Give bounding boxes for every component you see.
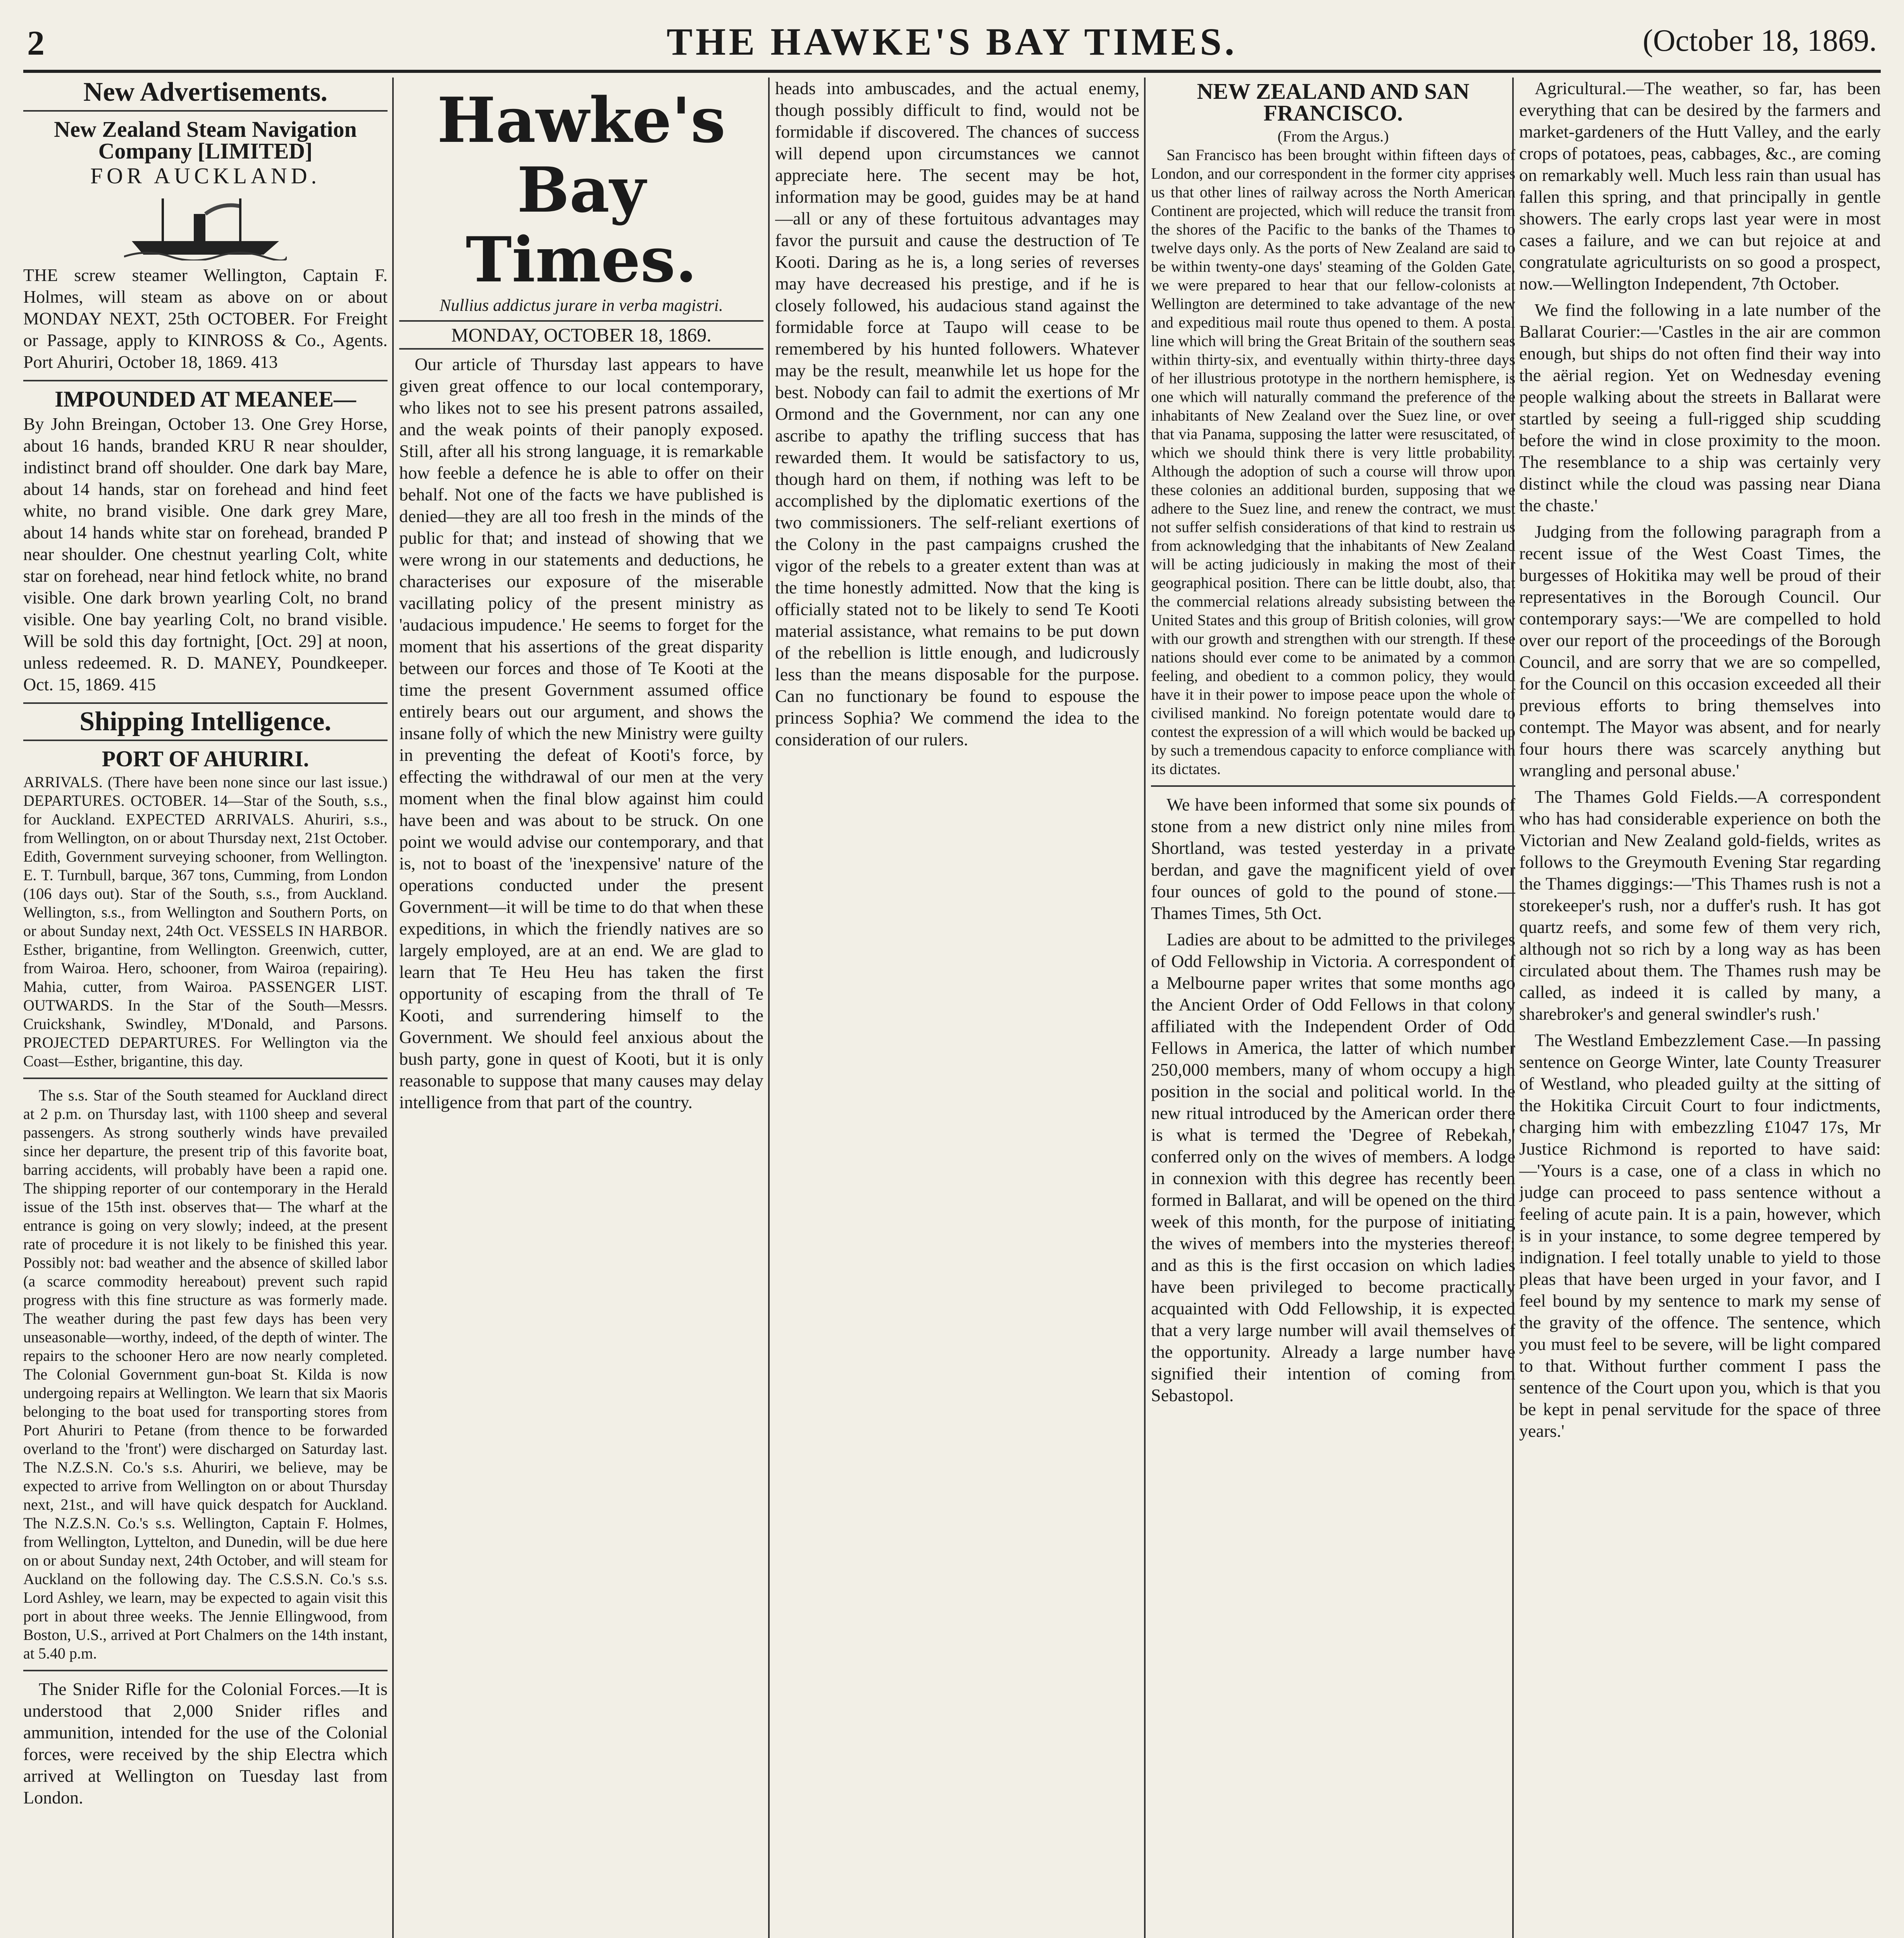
column-rule <box>392 78 394 1938</box>
thames-goldfields-article: The Thames Gold Fields.—A correspondent who has had considerable experience on both the Victorian and New Zealand gold-fields, writes as follows to the Greymouth Evening Star regarding the Thames diggings:—'This Thames rush is not a storekeeper's rush, nor a duffer's rush. It has got quartz reefs, and some few of them very rich, although not so rich by a long way as has been circulated about them. The Thames rush may be called, as indeed it is called by many, a sharebroker's and general swindler's rush.' <box>1519 787 1881 1024</box>
ballarat-article: We find the following in a late number of the Ballarat Courier:—'Castles in the air are common enough, but ships do not often find their way into the aërial region. Yet on Wednesday evening people walking about the streets in Ballarat were startled by seeing a full-rigged ship scudding before the wind in close proximity to the moon. The resemblance to a ship was certainly very distinct while the cloud was passing near Diana the chaste.' <box>1519 300 1881 515</box>
for-auckland-heading: FOR AUCKLAND. <box>90 163 321 188</box>
motto: Nullius addictus jurare in verba magistri. <box>439 296 723 315</box>
snider-rifle-article: The Snider Rifle for the Colonial Forces.—It is understood that 2,000 Snider rifles and ammunition, intended for the use of the Colonial forces, were received by the ship Electra which arrived at Wellington on Tuesday last from London. <box>23 1679 388 1807</box>
column-rule <box>768 78 770 1938</box>
steamer-ship-icon <box>124 191 287 260</box>
port-heading: PORT OF AHURIRI. <box>102 746 309 771</box>
divider <box>23 702 388 704</box>
divider <box>23 1670 388 1671</box>
divider <box>23 740 388 741</box>
new-advertisements-heading: New Advertisements. <box>83 78 327 107</box>
column-1 <box>23 78 388 1938</box>
editorial-text: Our article of Thursday last appears to have given great offence to our local contemporary, who likes not to see his present patrons assailed, and the weak points of their panoply exposed. Still, after all his strong language, it is remarkable how feeble a defence he is able to offer on their behalf. Not one of the facts we have published is denied—they are all too fresh in the minds of the public for that; and instead of showing that we were wrong in our statements and deductions, he characterises our exposure of the miserable vacillating policy of the present ministry as 'audacious impudence.' He seems to forget for the moment that his assertions of the great disparity between our forces and those of Te Kooti at the time the present Government assumed office entirely bears out our argument, and shows the insane folly of which the new Ministry were guilty in preventing the defeat of Kooti's force, by effecting the withdrawal of our men at the very moment when the final blow against him could have been and was about to be struck. On one point we would advise our contemporary, and that is, not to boast of the 'inexpensive' nature of the operations conducted under the present Government—it will be time to do that when these expeditions, in which the friendly natives are so largely employed, are at an end. We are glad to learn that Te Heu Heu has taken the first opportunity of escaping from the thrall of Te Kooti, and surrendering himself to the Government. We should feel anxious about the bush party, gone in quest of Kooti, but it is only reasonable to suppose that many causes may delay intelligence from that part of the country. <box>399 354 763 1112</box>
odd-fellows-article: Ladies are about to be admitted to the privileges of Odd Fellowship in Victoria. A correspondent of a Melbourne paper writes that some months ago the Ancient Order of Odd Fellows in that colony affiliated with the Independent Order of Odd Fellows in America, the latter of which number 250,000 members, many of whom occupy a high position in the social and political world. In the new ritual introduced by the American order there is what is termed the 'Degree of Rebekah,' conferred only on the wives of members. A lodge in connexion with this degree has recently been formed in Ballarat, and will be opened on the third week of this month, for the purpose of initiating the wives of members into the mysteries thereof; and as this is the first occasion on which ladies have been privileged to become practically acquainted with Odd Fellowship, it is expected that a very large number will avail themselves of the opportunity. Already a large number have signified their intention of coming from Sebastopol. <box>1151 929 1515 1405</box>
column-rule <box>1144 78 1146 1938</box>
nz-sf-article: San Francisco has been brought within fifteen days of London, and our correspondent in the former city apprises us that other lines of railway across the North American Continent are projected, which will reduce the transit from the shores of the Pacific to the banks of the Thames to twelve days only. As the ports of New Zealand are said to be within twenty-one days' steaming of the Golden Gate, we were prepared to hear that our fellow-colonists at Wellington are determined to take advantage of the new and expeditious mail route thus opened to them. A postal line which will bring the Great Britain of the southern seas within thirty-six, and eventually within thirty-three days of her illustrious prototype in the northern hemisphere, is one which will naturally command the preference of the inhabitants of New Zealand over the Suez line, or over that via Panama, supposing the latter were resuscitated, of which we should think there is very little probability. Although the adoption of such a course will throw upon these colonies an additional burden, supposing that we adhere to the Suez line, and renew the contract, we must not suffer selfish considerations of that kind to restrain us from acknowledging that the inhabitants of New Zealand will be acting judiciously in making the most of their geographical position. There can be little doubt, also, that the commercial relations already subsisting between the United States and this group of British colonies, will grow with our growth and strengthen with our strength. If these nations should ever come to be animated by a common feeling, and obedient to a common policy, they would have it in their power to impose peace upon the whole of civilised mankind. No foreign potentate would dare to contest the expression of a will which would be backed up by such a tremendous capacity to enforce compliance with its dictates. <box>1151 146 1515 778</box>
impounded-heading: IMPOUNDED AT MEANEE— <box>55 386 356 412</box>
nz-sf-heading: NEW ZEALAND AND SAN FRANCISCO. <box>1197 79 1470 126</box>
column-4 <box>1151 78 1515 1938</box>
divider <box>1151 785 1515 787</box>
divider <box>23 380 388 381</box>
agricultural-article: Agricultural.—The weather, so far, has been everything that can be desired by the farmers and market-gardeners of the Hutt Valley, and the early crops of potatoes, peas, cabbages, &c., are coming on remarkably well. Much less rain than usual has fallen this spring, and that principally in gentle showers. The early crops last year were in most cases a failure, and we can but rejoice at and congratulate agriculturists on so good a prospect, now.—Wellington Independent, 7th October. <box>1519 78 1881 293</box>
hokitika-article: Judging from the following paragraph from a recent issue of the West Coast Times, the burgesses of Hokitika may well be proud of their representatives in the Borough Council. Our contemporary says:—'We are compelled to hold over our report of the proceedings of the Borough Council, and are sorry that we are so compelled, for the Council on this occasion exceeded all their previous efforts to bring themselves into contempt. The Mayor was absent, and for nearly four hours there was scarcely anything but wrangling and personal abuse.' <box>1519 522 1881 780</box>
paper-name: THE HAWKE'S BAY TIMES. <box>667 20 1237 63</box>
divider <box>23 110 388 112</box>
column-5 <box>1519 78 1881 1938</box>
column-2 <box>399 78 763 1938</box>
steamer-notice: THE screw steamer Wellington, Captain F. Holmes, will steam as above on or about MONDAY NEXT, 25th OCTOBER. For Freight or Passage, apply to KINROSS & Co., Agents. Port Ahuriri, October 18, 1869. 413 <box>23 265 388 372</box>
westland-embezzlement-article: The Westland Embezzlement Case.—In passing sentence on George Winter, late County Treasurer of Westland, who pleaded guilty at the sitting of the Hokitika Circuit Court to four indictments, charging him with embezzling £1047 17s, Mr Justice Richmond is reported to have said:—'Yours is a case, one of a class in which no judge can proceed to pass sentence without a feeling of acute pain. It is a pain, however, which is in your instance, to some degree tempered by indignation. I feel totally unable to yield to those pleas that have been urged in your favor, and I feel bound by my sentence to mark my sense of the gravity of the offence. The sentence, which you must feel to be severe, will be light compared to that. Without further comment I pass the sentence of the Court upon you, which is that you be kept in penal servitude for the space of three years.' <box>1519 1030 1881 1441</box>
masthead <box>23 16 1881 73</box>
nz-sf-source: (From the Argus.) <box>1277 128 1389 145</box>
shipping-arrivals: ARRIVALS. (There have been none since our last issue.) DEPARTURES. OCTOBER. 14—Star of the South, s.s., for Auckland. EXPECTED ARRIVALS. Ahuriri, s.s., from Wellington, on or about Thursday next, 21st October. Edith, Government surveying schooner, from Wellington. E. T. Turnbull, barque, 367 tons, Cumming, from London (106 days out). Star of the South, s.s., from Auckland. Wellington, s.s., from Wellington and Southern Ports, on or about Sunday next, 24th Oct. VESSELS IN HARBOR. Esther, brigantine, from Wellington. Greenwich, cutter, from Wairoa. Hero, schooner, from Wairoa (repairing). Mahia, cutter, from Wairoa. PASSENGER LIST. OUTWARDS. In the Star of the South—Messrs. Cruickshank, Swindley, M'Donald, and Parsons. PROJECTED DEPARTURES. For Wellington via the Coast—Esther, brigantine, this day. <box>23 773 388 1070</box>
divider <box>23 1078 388 1079</box>
page-number: 2 <box>27 24 45 62</box>
issue-date: (October 18, 1869. <box>1642 24 1877 58</box>
impounded-notice: By John Breingan, October 13. One Grey Horse, about 16 hands, branded KRU R near shoulder, indistinct brand off shoulder. One dark bay Mare, about 14 hands, star on forehead and hind feet white, no brand visible. One dark grey Mare, about 14 hands white star on forehead, branded P near shoulder. One chestnut yearling Colt, white star on forehead, near hind fetlock white, no brand visible. One dark brown yearling Colt, no brand visible. One bay yearling Colt, no brand visible. Will be sold this day fortnight, [Oct. 29] at noon, unless redeemed. R. D. MANEY, Poundkeeper. Oct. 15, 1869. 415 <box>23 414 388 694</box>
editorial-continued: heads into ambuscades, and the actual enemy, though possibly difficult to find, would not be formidable if discovered. The chances of success will depend upon circumstances we cannot appreciate here. The secent may be hot, information may be good, guides may be at hand—all or any of these fortuitous advantages may favor the pursuit and cause the destruction of Te Kooti. Daring as he is, a long series of reverses may have decreased his prestige, and if he is closely followed, his audacious stand against the formidable force at Taupo will cease to be remembered by his hunted followers. Whatever may be the result, meanwhile let us hope for the best. Nobody can fail to admit the exertions of Mr Ormond and the Government, nor can any one ascribe to apathy the trifling success that has rewarded them. It would be satisfactory to us, though hard on them, if nothing was left to be accomplished by the diplomatic exertions of the two commissioners. The self-reliant exertions of the Colony in the past campaigns crushed the vigor of the rebels to a greater extent than was at the time honestly admitted. Now that the king is officially stated not to be likely to send Te Kooti material assistance, what remains to be put down of the rebellion is little enough, and ludicrously less than the means disposable for the purpose. Can no functionary be found to espouse the princess Sophia? We commend the idea to the consideration of our rulers. <box>775 78 1139 749</box>
paper-title: Hawke's Bay Times. <box>437 84 726 296</box>
shipping-body: The s.s. Star of the South steamed for Auckland direct at 2 p.m. on Thursday last, with 1100 sheep and several passengers. As strong southerly winds have prevailed since her departure, the present trip of this favorite boat, barring accidents, will probably have been a rapid one. The shipping reporter of our contemporary in the Herald issue of the 15th inst. observes that— The wharf at the entrance is going on very slowly; indeed, at the present rate of procedure it is not likely to be finished this year. Possibly not: bad weather and the absence of skilled labor (a scarce commodity hereabout) prevent such rapid progress with this fine structure as was formerly made. The weather during the past few days has been very unseasonable—worthy, indeed, of the depth of winter. The repairs to the schooner Hero are now nearly completed. The Colonial Government gun-boat St. Kilda is now undergoing repairs at Wellington. We learn that six Maoris belonging to the boat used for transporting stores from Port Ahuriri to Petane (from thence to be forwarded overland to the 'front') were discharged on Saturday last. The N.Z.S.N. Co.'s s.s. Ahuriri, we believe, may be expected to arrive from Wellington on or about Thursday next, 21st., and will have quick despatch for Auckland. The N.Z.S.N. Co.'s s.s. Wellington, Captain F. Holmes, from Wellington, Lyttelton, and Dunedin, will be due here on or about Sunday next, 24th October, and will steam for Auckland on the following day. The C.S.S.N. Co.'s s.s. Lord Ashley, we learn, may be expected to again visit this port in about three weeks. The Jennie Ellingwood, from Boston, U.S., arrived at Port Chalmers on the 14th instant, at 5.40 p.m. <box>23 1086 388 1662</box>
stone-article: We have been informed that some six pounds of stone from a new district only nine miles from Shortland, was tested yesterday in a private berdan, and gave the magnificent yield of over four ounces of gold to the pound of stone.—Thames Times, 5th Oct. <box>1151 795 1515 923</box>
column-3 <box>775 78 1139 1938</box>
editorial-dateline: MONDAY, OCTOBER 18, 1869. <box>399 320 763 350</box>
company-name: New Zealand Steam Navigation Company [LIMITED] <box>54 117 357 164</box>
shipping-heading: Shipping Intelligence. <box>79 707 331 736</box>
